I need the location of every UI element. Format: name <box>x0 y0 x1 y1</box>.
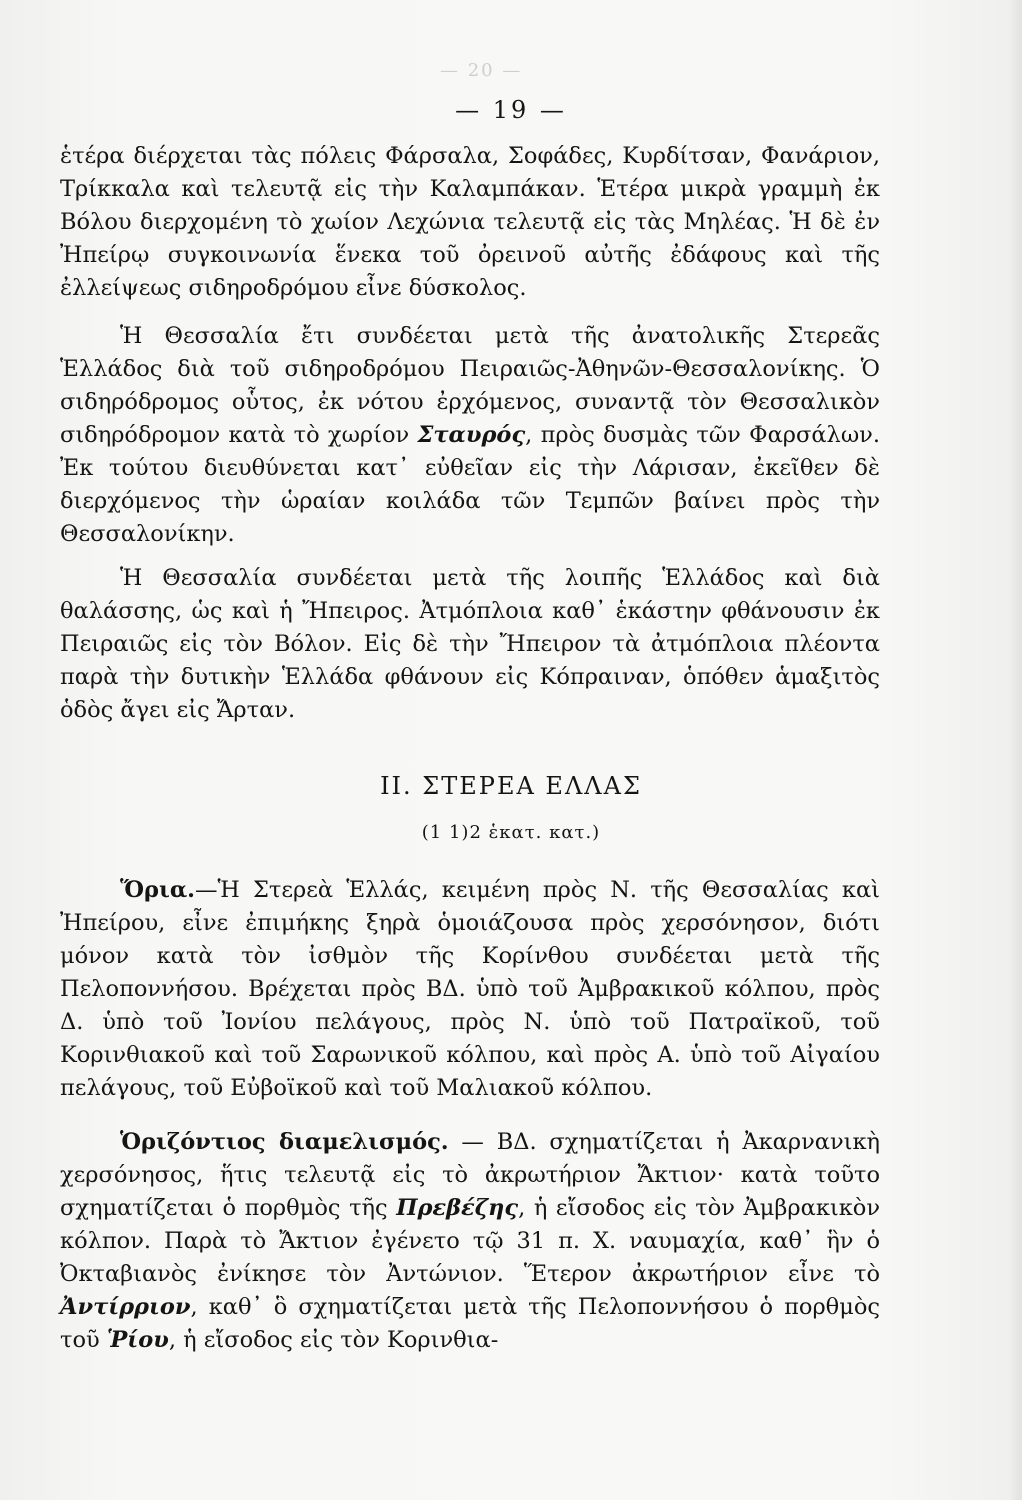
paragraph-thessaly-connection-sea <box>60 562 880 727</box>
paragraph-borders <box>60 874 880 1105</box>
paragraph-text: — ΒΔ. σχηματίζεται ἡ Ἀκαρνανικὴ χερσόνησος, ἥτις τελευτᾷ εἰς τὸ ἀκρωτήριον Ἄκτιον· κατὰ τοῦτο σχηματίζεται ὁ πορθμὸς τῆς <box>60 1129 880 1221</box>
bleed-through-header: — 20 — <box>440 60 523 81</box>
page-number: — 19 — <box>455 96 567 124</box>
paragraph-text-container <box>60 320 880 551</box>
paragraph-text: , ἡ εἴσοδος εἰς τὸν Ἀμβρακικὸν κόλπον. Παρὰ τὸ Ἄκτιον ἐγένετο τῷ 31 π. Χ. ναυμαχία, καθ᾽ ἣν ὁ Ὀκταβιανὸς ἐνίκησε τὸν Ἀντώνιον. Ἕτερον ἀκρωτήριον εἶνε τὸ <box>60 1195 880 1287</box>
page-edge-shadow <box>1008 0 1022 1500</box>
paragraph-text-container <box>60 874 880 1105</box>
paragraph-text: Ἡ Θεσσαλία συνδέεται μετὰ τῆς λοιπῆς Ἑλλάδος καὶ διὰ θαλάσσης, ὡς καὶ ἡ Ἤπειρος. Ἀτμόπλοια καθ᾽ ἑκάστην φθάνουσιν ἐκ Πειραιῶς εἰς τὸν Βόλον. Εἰς δὲ τὴν Ἤπειρον τὰ ἀτμόπλοια πλέοντα παρὰ τὴν δυτικὴν Ἑλλάδα φθάνουν εἰς Κόπραιναν, ὁπόθεν ἁμαξιτὸς ὁδὸς ἄγει εἰς Ἄρταν. <box>60 565 880 723</box>
paragraph-text-container <box>60 1126 880 1357</box>
paragraph-text: Ἡ Θεσσαλία ἔτι συνδέεται μετὰ τῆς ἀνατολικῆς Στερεᾶς Ἑλλάδος διὰ τοῦ σιδηροδρόμου Πειραιῶς-Ἀθηνῶν-Θεσσαλονίκης. Ὁ σιδηρόδρομος οὗτος, ἐκ νότου ἐρχόμενος, συναντᾷ τὸν Θεσσαλικὸν σιδηρόδρομον κατὰ τὸ χωρίον <box>60 323 880 448</box>
paragraph-text: —Ἡ Στερεὰ Ἑλλάς, κειμένη πρὸς Ν. τῆς Θεσσαλίας καὶ Ἠπείρου, εἶνε ἐπιμήκης ξηρὰ ὁμοιάζουσα πρὸς χερσόνησον, διότι μόνον κατὰ τὸν ἰσθμὸν τῆς Κορίνθου συνδέεται μετὰ τῆς Πελοποννήσου. Βρέχεται πρὸς ΒΔ. ὑπὸ τοῦ Ἀμβρακικοῦ κόλπου, πρὸς Δ. ὑπὸ τοῦ Ἰονίου πελάγους, πρὸς Ν. ὑπὸ τοῦ Πατραϊκοῦ, τοῦ Κορινθιακοῦ καὶ τοῦ Σαρωνικοῦ κόλπου, καὶ πρὸς Α. ὑπὸ τοῦ Αἰγαίου πελάγους, τοῦ Εὐβοϊκοῦ καὶ τοῦ Μαλιακοῦ κόλπου. <box>60 877 880 1101</box>
emphasis-rion: Ῥίου <box>106 1327 169 1353</box>
emphasis-antirrion: Ἀντίρριον <box>60 1294 191 1320</box>
paragraph-text: ἑτέρα διέρχεται τὰς πόλεις Φάρσαλα, Σοφάδες, Κυρδίτσαν, Φανάριον, Τρίκκαλα καὶ τελευτᾷ εἰς τὴν Καλαμπάκαν. Ἑτέρα μικρὰ γραμμὴ ἐκ Βόλου διερχομένη τὸ χωίον Λεχώνια τελευτᾷ εἰς τὰς Μηλέας. Ἡ δὲ ἐν Ἠπείρῳ συγκοινωνία ἕνεκα τοῦ ὀρεινοῦ αὐτῆς ἐδάφους καὶ τῆς ἐλλείψεως σιδηροδρόμου εἶνε δύσκολος. <box>60 143 880 301</box>
section-heading: II. ΣΤΕΡΕΑ ΕΛΛΑΣ <box>380 772 642 800</box>
paragraph-thessaly-connection-rail <box>60 320 880 551</box>
paragraph-thessaly-railways <box>60 140 880 305</box>
paragraph-horizontal-division <box>60 1126 880 1357</box>
emphasis-stavros: Σταυρός <box>417 422 526 448</box>
run-in-heading-borders: Ὅρια. <box>120 877 195 903</box>
emphasis-preveza: Πρεβέζης <box>396 1195 519 1221</box>
paragraph-text: , πρὸς δυσμὰς τῶν Φαρσάλων. Ἐκ τούτου διευθύνεται κατ᾽ εὐθεῖαν εἰς τὴν Λάρισαν, ἐκεῖθεν δὲ διερχόμενος τὴν ὡραίαν κοιλάδα τῶν Τεμπῶν βαίνει πρὸς τὴν Θεσσαλονίκην. <box>60 422 880 547</box>
paragraph-text: , καθ᾽ ὃ σχηματίζεται μετὰ τῆς Πελοποννήσου ὁ πορθμὸς τοῦ <box>60 1294 880 1353</box>
run-in-heading-division: Ὁριζόντιος διαμελισμός. <box>120 1129 449 1155</box>
section-subheading: (1 1)2 ἑκατ. κατ.) <box>421 822 601 843</box>
paragraph-text: , ἡ εἴσοδος εἰς τὸν Κορινθια- <box>168 1327 499 1353</box>
